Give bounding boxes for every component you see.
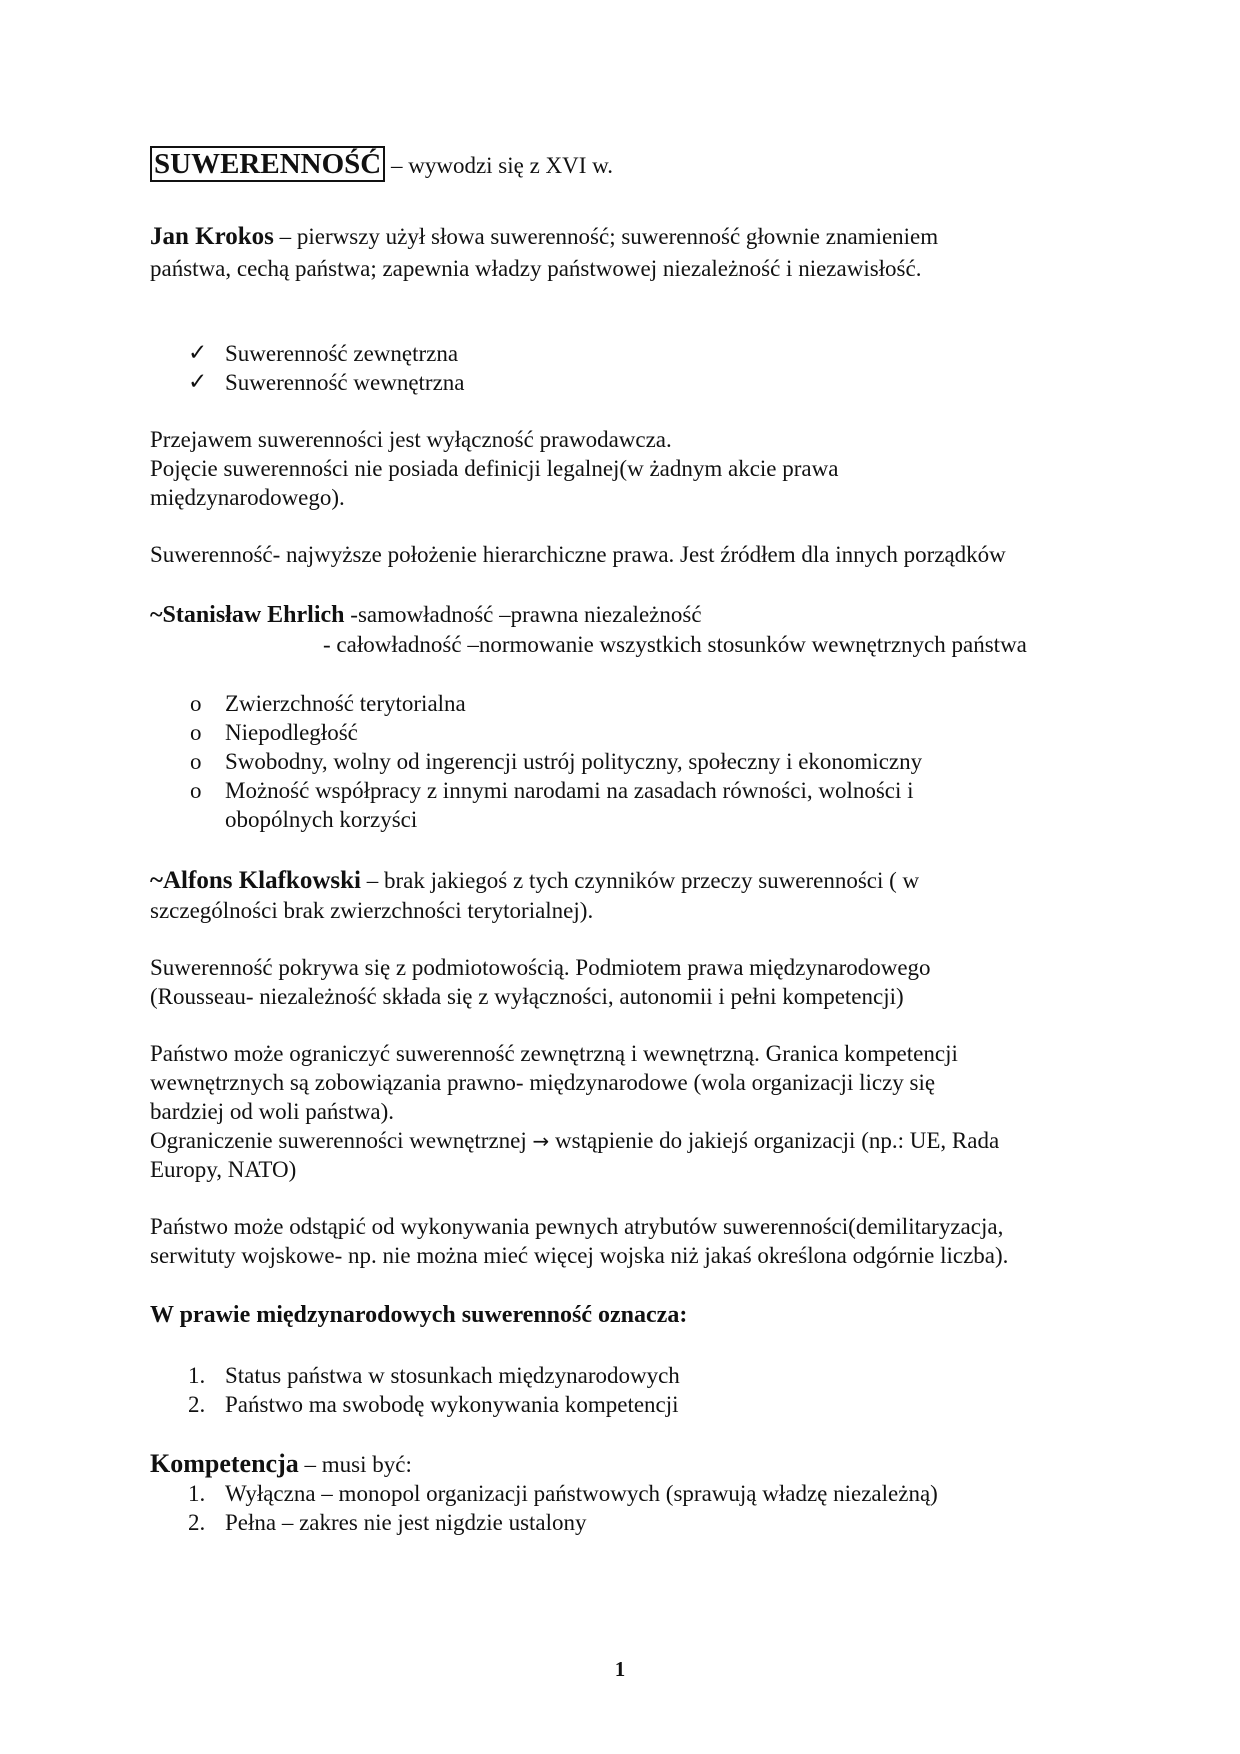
kompetencja-line bbox=[150, 1449, 412, 1479]
arrow-right-icon: → bbox=[532, 1129, 550, 1153]
circle-bullet-icon: o bbox=[190, 778, 202, 803]
ehrlich-text-1: -samowładność –prawna niezależność bbox=[344, 602, 702, 627]
klafkowski-text-1: – brak jakiegoś z tych czynników przeczy suwerenności ( w bbox=[360, 868, 920, 893]
check-item-2: Suwerenność wewnętrzna bbox=[225, 370, 465, 395]
ograniczenie-line-1: Państwo może ograniczyć suwerenność zewnętrzną i wewnętrzną. Granica kompetencji bbox=[150, 1041, 958, 1066]
odstapic-line-1: Państwo może odstąpić od wykonywania pewnych atrybutów suwerenności(demilitaryzacja, bbox=[150, 1214, 1004, 1239]
circle-item-4-cont: obopólnych korzyści bbox=[225, 807, 418, 832]
ograniczenie-text-4a: Ograniczenie suwerenności wewnętrznej bbox=[150, 1128, 533, 1153]
krokos-name: Jan Krokos bbox=[150, 223, 274, 250]
circle-bullet-icon: o bbox=[190, 749, 202, 774]
prawo-num-1: 1. bbox=[188, 1363, 206, 1388]
circle-bullet-icon: o bbox=[190, 720, 202, 745]
ograniczenie-line-5: Europy, NATO) bbox=[150, 1157, 297, 1182]
kompetencja-num-1: 1. bbox=[188, 1481, 206, 1506]
krokos-text-1: – pierwszy użył słowa suwerenność; suwerenność głownie znamieniem bbox=[273, 224, 939, 249]
przejawem-line-1: Przejawem suwerenności jest wyłączność prawodawcza. bbox=[150, 427, 672, 452]
kompetencja-item-2: Pełna – zakres nie jest nigdzie ustalony bbox=[225, 1510, 587, 1535]
przejawem-line-2: Pojęcie suwerenności nie posiada definicji legalnej(w żadnym akcie prawa bbox=[150, 456, 839, 481]
podmiotowosc-line-1: Suwerenność pokrywa się z podmiotowością. Podmiotem prawa międzynarodowego bbox=[150, 955, 931, 980]
podmiotowosc-line-2: (Rousseau- niezależność składa się z wyłączności, autonomii i pełni kompetencji) bbox=[150, 984, 904, 1009]
klafkowski-line-2: szczególności brak zwierzchności terytorialnej). bbox=[150, 898, 594, 923]
klafkowski-line-1 bbox=[150, 866, 919, 895]
circle-item-3: Swobodny, wolny od ingerencji ustrój polityczny, społeczny i ekonomiczny bbox=[225, 749, 923, 774]
prawo-item-2: Państwo ma swobodę wykonywania kompetencji bbox=[225, 1392, 679, 1417]
odstapic-line-2: serwituty wojskowe- np. nie można mieć więcej wojska niż jakaś określona odgórnie liczba). bbox=[150, 1243, 1009, 1268]
prawo-item-1: Status państwa w stosunkach międzynarodowych bbox=[225, 1363, 680, 1388]
krokos-line-2: państwa, cechą państwa; zapewnia władzy państwowej niezależność i niezawisłość. bbox=[150, 256, 922, 281]
title-term: SUWERENNOŚĆ bbox=[150, 146, 385, 182]
checkmark-icon: ✓ bbox=[188, 369, 208, 394]
title-line bbox=[150, 150, 613, 180]
circle-bullet-icon: o bbox=[190, 691, 202, 716]
ograniczenie-line-2: wewnętrznych są zobowiązania prawno- międzynarodowe (wola organizacji liczy się bbox=[150, 1070, 936, 1095]
ehrlich-name: ~Stanisław Ehrlich bbox=[150, 602, 345, 628]
ograniczenie-text-4b: wstąpienie do jakiejś organizacji (np.: UE, Rada bbox=[549, 1128, 1000, 1153]
prawo-heading: W prawie międzynarodowych suwerenność oznacza: bbox=[150, 1302, 688, 1328]
page-number: 1 bbox=[614, 1657, 626, 1681]
ehrlich-line-2: - całowładność –normowanie wszystkich stosunków wewnętrznych państwa bbox=[323, 632, 1027, 657]
najwyzsze-line: Suwerenność- najwyższe położenie hierarchiczne prawa. Jest źródłem dla innych porządków bbox=[150, 542, 1006, 567]
prawo-num-2: 2. bbox=[188, 1392, 206, 1417]
ograniczenie-line-4 bbox=[150, 1126, 999, 1156]
kompetencja-rest: – musi być: bbox=[298, 1452, 412, 1477]
przejawem-line-3: międzynarodowego). bbox=[150, 485, 345, 510]
ograniczenie-line-3: bardziej od woli państwa). bbox=[150, 1099, 394, 1124]
circle-item-2: Niepodległość bbox=[225, 720, 358, 745]
title-rest: – wywodzi się z XVI w. bbox=[385, 153, 614, 178]
check-item-1: Suwerenność zewnętrzna bbox=[225, 341, 459, 366]
klafkowski-name: ~Alfons Klafkowski bbox=[150, 867, 361, 894]
circle-item-4: Możność współpracy z innymi narodami na zasadach równości, wolności i bbox=[225, 778, 914, 803]
circle-item-1: Zwierzchność terytorialna bbox=[225, 691, 466, 716]
checkmark-icon: ✓ bbox=[188, 340, 208, 365]
kompetencja-name: Kompetencja bbox=[150, 1449, 299, 1478]
krokos-line-1 bbox=[150, 222, 938, 251]
kompetencja-num-2: 2. bbox=[188, 1510, 206, 1535]
kompetencja-item-1: Wyłączna – monopol organizacji państwowych (sprawują władzę niezależną) bbox=[225, 1481, 938, 1506]
ehrlich-line-1 bbox=[150, 600, 702, 630]
